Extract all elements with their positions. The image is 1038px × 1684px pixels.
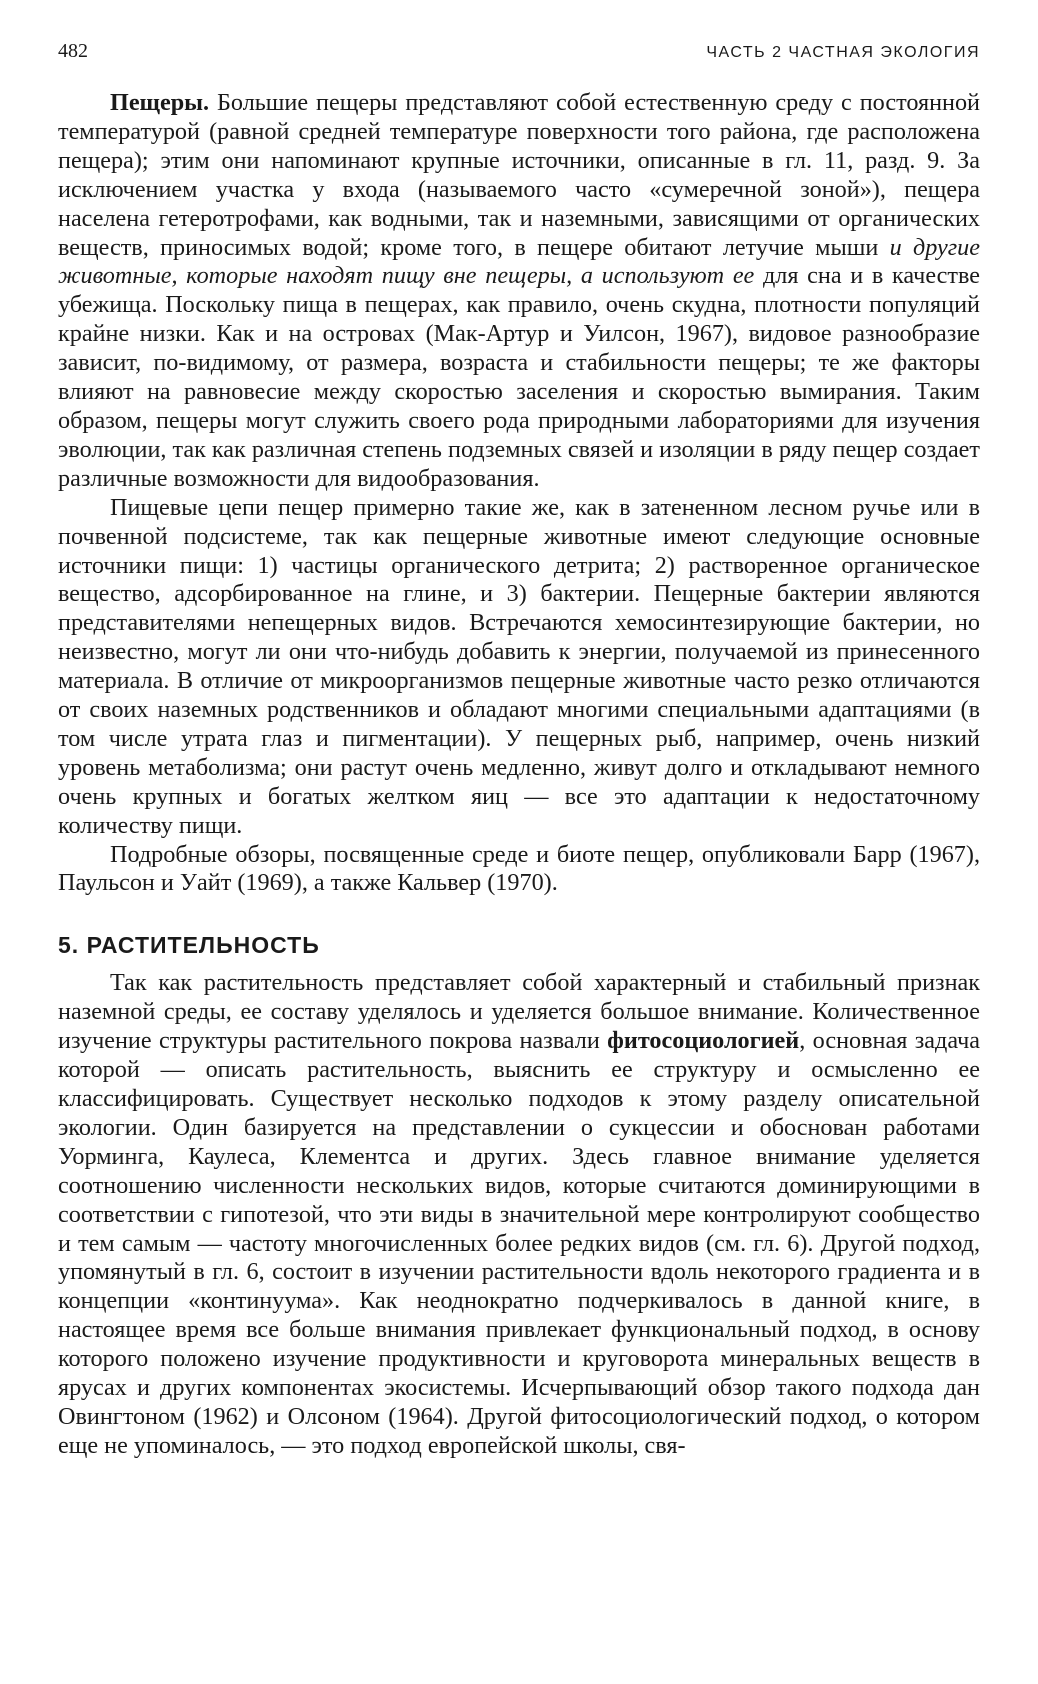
running-section-title: ЧАСТЬ 2 ЧАСТНАЯ ЭКОЛОГИЯ [706,44,980,61]
caves-lead-term: Пещеры. [110,89,210,116]
caves-p1-italic: и другие животные, которые находят пищу вне пещеры, а используют ее [58,233,980,290]
page-number: 482 [58,40,88,62]
book-page [58,40,980,1461]
vegetation-p1-text-a: Так как растительность представляет собой характерный и стабильный признак наземной среды, ее составу уделялось и уделяется большое внимание. Количественное изучение структуры растительного покрова назвали [58,969,980,1055]
caves-paragraph-1 [58,89,980,494]
phytosociology-term: фитосоциологией [607,1027,800,1055]
vegetation-heading: 5. РАСТИТЕЛЬНОСТЬ [58,932,320,959]
caves-p1-text-a: Большие пещеры представляют собой естественную среду с постоянной температурой (равной средней температуре поверхности того района, где расположена пещера); этим они напоминают крупные источники, описанные в гл. 11, разд. 9. За исключением участка у входа (называемого часто «сумеречной зоной»), пещера населена гетеротрофами, как водными, так и наземными, зависящими от органических веществ, приносимых водой; кроме того, в пещере обитают летучие мыши [58,89,980,261]
caves-p1-text-b: для сна и в качестве убежища. Поскольку пища в пещерах, как правило, очень скудна, плотности популяций крайне низки. Как и на островах (Мак-Артур и Уилсон, 1967), видовое разнообразие зависит, по-видимому, от размера, возраста и стабильности пещеры; те же факторы влияют на равновесие между скоростью заселения и скоростью вымирания. Таким образом, пещеры могут служить своего рода природными лабораториями для изучения эволюции, так как различная степень подземных связей и изоляции в ряду пещер создает различные возможности для видообразования. [58,262,981,492]
vegetation-paragraph-1 [58,969,980,1460]
caves-paragraph-2: Пищевые цепи пещер примерно такие же, как в затененном лесном ручье или в почвенной подсистеме, так как пещерные животные имеют следующие основные источники пищи: 1) частицы органического детрита; 2) растворенное органическое вещество, адсорбированное на глине, и 3) бактерии. Пещерные бактерии являются представителями непещерных видов. Встречаются хемосинтезирующие бактерии, но неизвестно, могут ли они что-нибудь добавить к энергии, получаемой из принесенного материала. В отличие от микроорганизмов пещерные животные часто резко отличаются от своих наземных родственников и обладают многими специальными адаптациями (в том числе утрата глаз и пигментации). У пещерных рыб, например, очень низкий уровень метаболизма; они растут очень медленно, живут долго и откладывают немного очень крупных и богатых желтком яиц — все это адаптации к недостаточному количеству пищи. [58,493,980,839]
running-header [58,40,980,63]
caves-paragraph-3: Подробные обзоры, посвященные среде и биоте пещер, опубликовали Барр (1967), Паульсон и Уайт (1969), а также Кальвер (1970). [58,840,980,897]
vegetation-p1-text-b: , основная задача которой — описать растительность, выяснить ее структуру и осмысленно ее классифицировать. Существует несколько подходов к этому разделу описательной экологии. Один базируется на представлении о сукцессии и обоснован работами Уорминга, Каулеса, Клементса и других. Здесь главное внимание уделяется соотношению численности нескольких видов, которые считаются доминирующими в соответствии с гипотезой, что эти виды в значительной мере контролируют сообщество и тем самым — частоту многочисленных более редких видов (см. гл. 6). Другой подход, упомянутый в гл. 6, состоит в изучении растительности вдоль некоторого градиента и в концепции «континуума». Как неоднократно подчеркивалось в данной книге, в настоящее время все больше внимания привлекает функциональный подход, в основу которого положено изучение продуктивности и круговорота минеральных веществ в ярусах и других компонентах экосистемы. Исчерпывающий обзор такого подхода дан Овингтоном (1962) и Олсоном (1964). Другой фитосоциологический подход, о котором еще не упоминалось, — это подход европейской школы, свя- [58,1027,980,1459]
